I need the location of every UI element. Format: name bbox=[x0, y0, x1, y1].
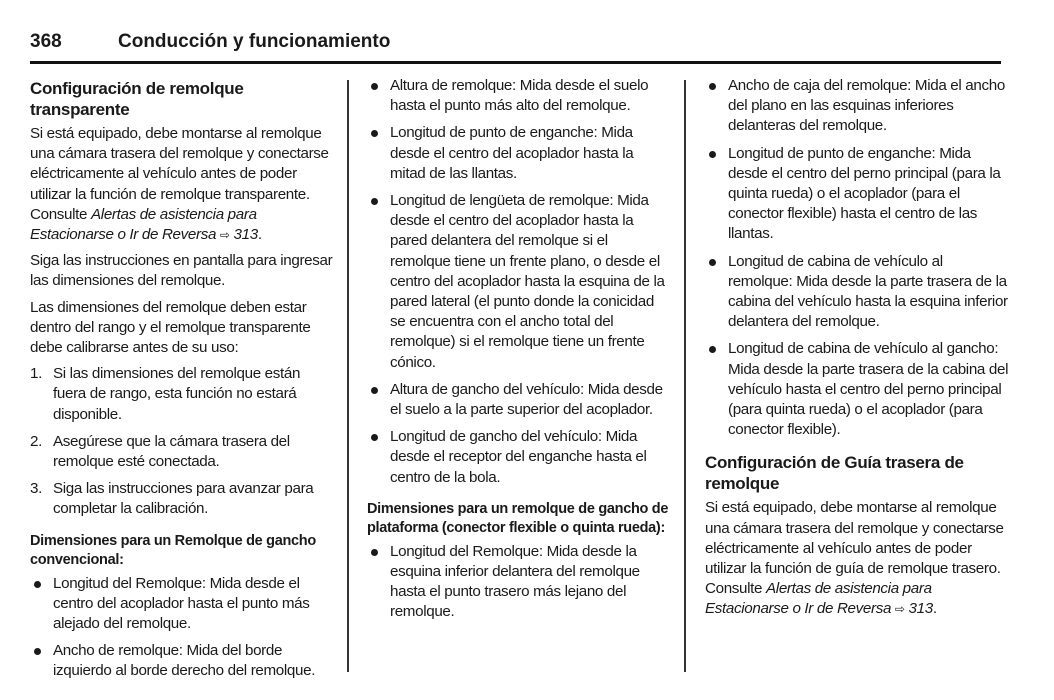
bullet-icon bbox=[709, 151, 716, 158]
bullet-icon bbox=[371, 549, 378, 556]
bullet-list bbox=[367, 76, 672, 488]
list-item: Longitud de gancho del vehículo: Mida desde el receptor del enganche hasta el centro de la bola. bbox=[367, 427, 672, 488]
calibration-steps bbox=[30, 364, 335, 519]
page-header bbox=[30, 28, 1001, 62]
bullet-list bbox=[705, 76, 1010, 440]
subheading: Dimensiones para un Remolque de gancho convencional: bbox=[30, 532, 316, 568]
bullet-icon bbox=[371, 434, 378, 441]
intro-paragraph: Si está equipado, debe montarse al remolque una cámara trasera del remolque y conectarse eléctricamente al vehículo antes de poder utilizar la función de guía de remolque trasero. Consulte Alertas de asistencia para Estacionarse o Ir de Reversa ⇨ 313. bbox=[705, 499, 1004, 618]
intro-paragraph: Si está equipado, debe montarse al remolque una cámara trasera del remolque y conectarse eléctricamente al vehículo antes de poder utilizar la función de remolque transparente. Consulte Alertas de asistencia para Estacionarse o Ir de Reversa ⇨ 313. bbox=[30, 125, 329, 244]
page-number: 368 bbox=[30, 31, 62, 52]
reference-page-number[interactable]: 313 bbox=[233, 226, 258, 244]
paragraph: Las dimensiones del remolque deben estar dentro del rango y el remolque transparente debe calibrarse antes de su uso: bbox=[30, 298, 311, 357]
header-rule bbox=[30, 61, 1001, 64]
list-item: 2. Asegúrese que la cámara trasera del remolque esté conectada. bbox=[30, 432, 290, 471]
list-item: Longitud de cabina de vehículo al remolque: Mida desde la parte trasera de la cabina del vehículo hasta la esquina inferior delantera del remolque. bbox=[705, 252, 1010, 333]
paragraph: Siga las instrucciones en pantalla para ingresar las dimensiones del remolque. bbox=[30, 252, 333, 290]
bullet-icon bbox=[709, 259, 716, 266]
list-item: Longitud de lengüeta de remolque: Mida desde el centro del acoplador hasta la pared delantera del remolque si el remolque tiene un frente plano, o desde el centro del acoplador hasta la esquina de la pared lateral (el punto donde la conicidad se encuentra con el ancho total del remolque) si el remolque tiene un frente cónico. bbox=[367, 191, 672, 373]
column-divider bbox=[347, 80, 349, 672]
bullet-list bbox=[367, 542, 672, 623]
list-item: Longitud de punto de enganche: Mida desde el centro del acoplador hasta la mitad de las llantas. bbox=[367, 123, 672, 184]
bullet-icon bbox=[371, 387, 378, 394]
list-item: 3. Siga las instrucciones para avanzar para completar la calibración. bbox=[30, 480, 314, 518]
list-item: Altura de gancho del vehículo: Mida desde el suelo a la parte superior del acoplador. bbox=[367, 380, 672, 420]
list-item: Longitud de punto de enganche: Mida desde el centro del perno principal (para la quinta rueda) o el acoplador (para el conector flexible) hasta el centro de las llantas. bbox=[705, 144, 1010, 245]
reference-page-number[interactable]: 313 bbox=[908, 600, 933, 618]
page-reference-arrow-icon: ⇨ bbox=[219, 228, 230, 243]
column-divider bbox=[684, 80, 686, 672]
list-item: Longitud de cabina de vehículo al gancho: Mida desde la parte trasera de la cabina del vehículo hasta el centro del perno principal (para quinta rueda) o el acoplador (para conector flexible). bbox=[705, 339, 1010, 440]
chapter-title: Conducción y funcionamiento bbox=[118, 31, 391, 52]
list-item: Ancho de caja del remolque: Mida el ancho del plano en las esquinas inferiores delanteras del remolque. bbox=[705, 76, 1010, 137]
bullet-icon bbox=[371, 130, 378, 137]
list-item: Longitud del Remolque: Mida desde la esquina inferior delantera del remolque hasta el punto trasero más lejano del remolque. bbox=[367, 542, 672, 623]
subheading: Dimensiones para un remolque de gancho de plataforma (conector flexible o quinta rueda): bbox=[367, 500, 669, 536]
bullet-icon bbox=[709, 83, 716, 90]
list-item: Altura de remolque: Mida desde el suelo hasta el punto más alto del remolque. bbox=[367, 76, 672, 116]
section-heading: Configuración de remolque transparente bbox=[30, 79, 244, 119]
list-item: Ancho de remolque: Mida del borde izquierdo al borde derecho del remolque. bbox=[30, 641, 335, 681]
list-item: Longitud del Remolque: Mida desde el centro del acoplador hasta el punto más alejado del remolque. bbox=[30, 574, 335, 635]
cross-reference-link[interactable]: Alertas de asistencia para Estacionarse o Ir de Reversa bbox=[30, 205, 257, 244]
bullet-list bbox=[30, 574, 335, 682]
bullet-icon bbox=[371, 83, 378, 90]
page-reference-arrow-icon: ⇨ bbox=[894, 602, 905, 617]
column-3 bbox=[705, 76, 1010, 626]
bullet-icon bbox=[709, 346, 716, 353]
section-heading: Configuración de Guía trasera de remolque bbox=[705, 453, 964, 494]
bullet-icon bbox=[371, 198, 378, 205]
column-2 bbox=[367, 76, 672, 630]
cross-reference-link[interactable]: Alertas de asistencia para Estacionarse o Ir de Reversa bbox=[705, 580, 932, 618]
column-1 bbox=[30, 76, 335, 689]
list-item: 1. Si las dimensiones del remolque están fuera de rango, esta función no estará disponible. bbox=[30, 365, 301, 423]
bullet-icon bbox=[34, 648, 41, 655]
bullet-icon bbox=[34, 581, 41, 588]
